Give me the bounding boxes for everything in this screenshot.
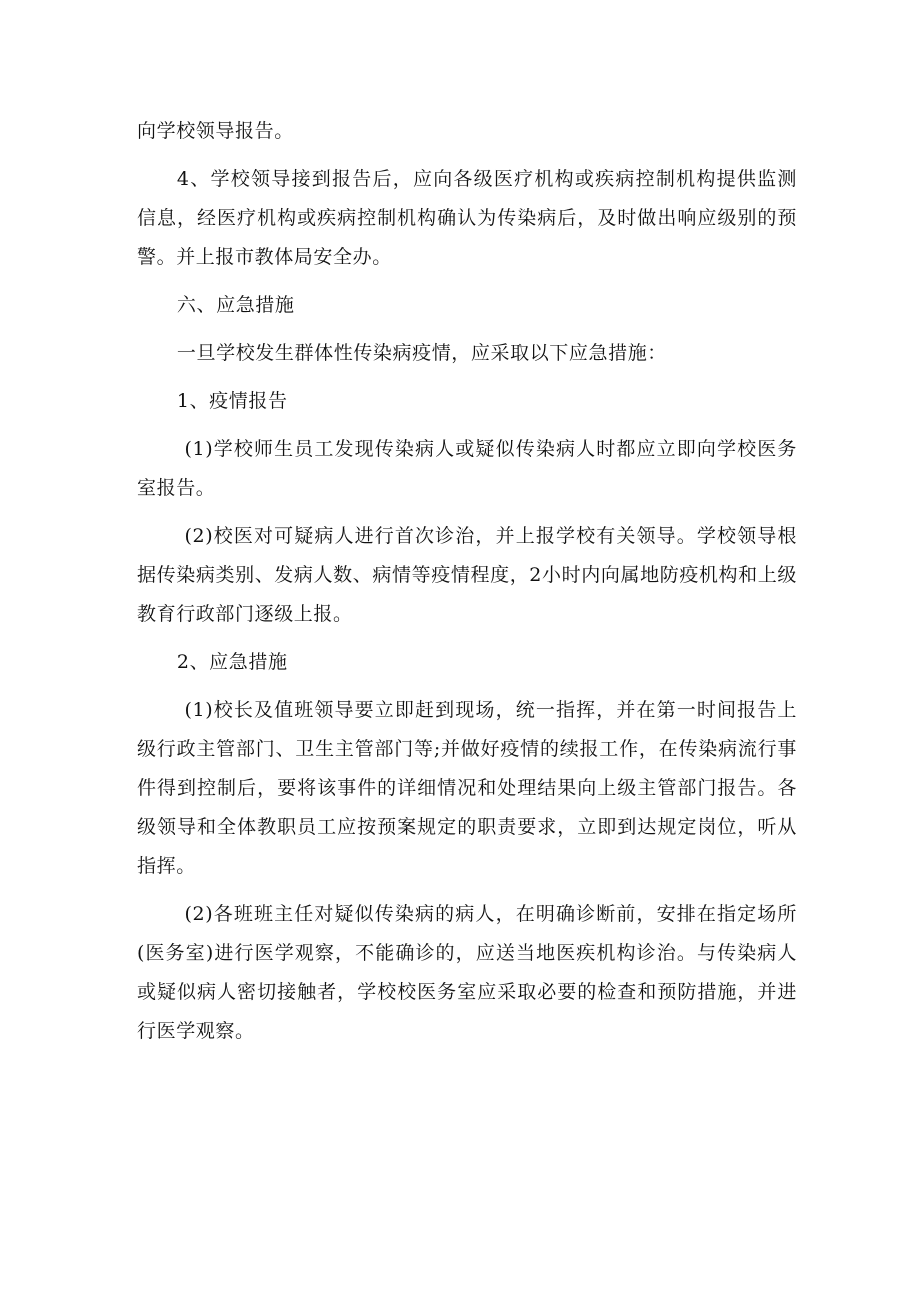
paragraph-intro-measures: 一旦学校发生群体性传染病疫情，应采取以下应急措施： [176,342,667,364]
paragraph-report-1: (1)学校师生员工发现传染病人或疑似传染病人时都应立即向学校医务室报告。 [137,438,797,499]
subheading-emergency-measures: 2、应急措施 [176,651,288,673]
section-heading-emergency-measures: 六、应急措施 [176,294,295,316]
paragraph-measure-1: (1)校长及值班领导要立即赶到现场，统一指挥，并在第一时间报告上级行政主管部门、卫生主管部门等;并做好疫情的续报工作，在传染病流行事件得到控制后，要将该事件的详细情况和处理结果向上级主管部门报告。各级领导和全体教职员工应按预案规定的职责要求，立即到达规定岗位，听从指挥。 [137,699,797,877]
document-body [137,112,797,1060]
paragraph-measure-2: (2)各班班主任对疑似传染病的病人，在明确诊断前，安排在指定场所(医务室)进行医学观察，不能确诊的，应送当地医疾机构诊治。与传染病人或疑似病人密切接触者，学校校医务室应采取必要的检查和预防措施，并进行医学观察。 [137,903,797,1042]
subheading-epidemic-report: 1、疫情报告 [176,390,288,412]
paragraph-report-leaders: 向学校领导报告。 [137,120,294,142]
paragraph-item-4: 4、学校领导接到报告后，应向各级医疗机构或疾病控制机构提供监测信息，经医疗机构或疾病控制机构确认为传染病后，及时做出响应级别的预警。并上报市教体局安全办。 [137,168,797,268]
paragraph-report-2: (2)校医对可疑病人进行首次诊治，并上报学校有关领导。学校领导根据传染病类别、发病人数、病情等疫情程度，2小时内向属地防疫机构和上级教育行政部门逐级上报。 [137,525,797,625]
